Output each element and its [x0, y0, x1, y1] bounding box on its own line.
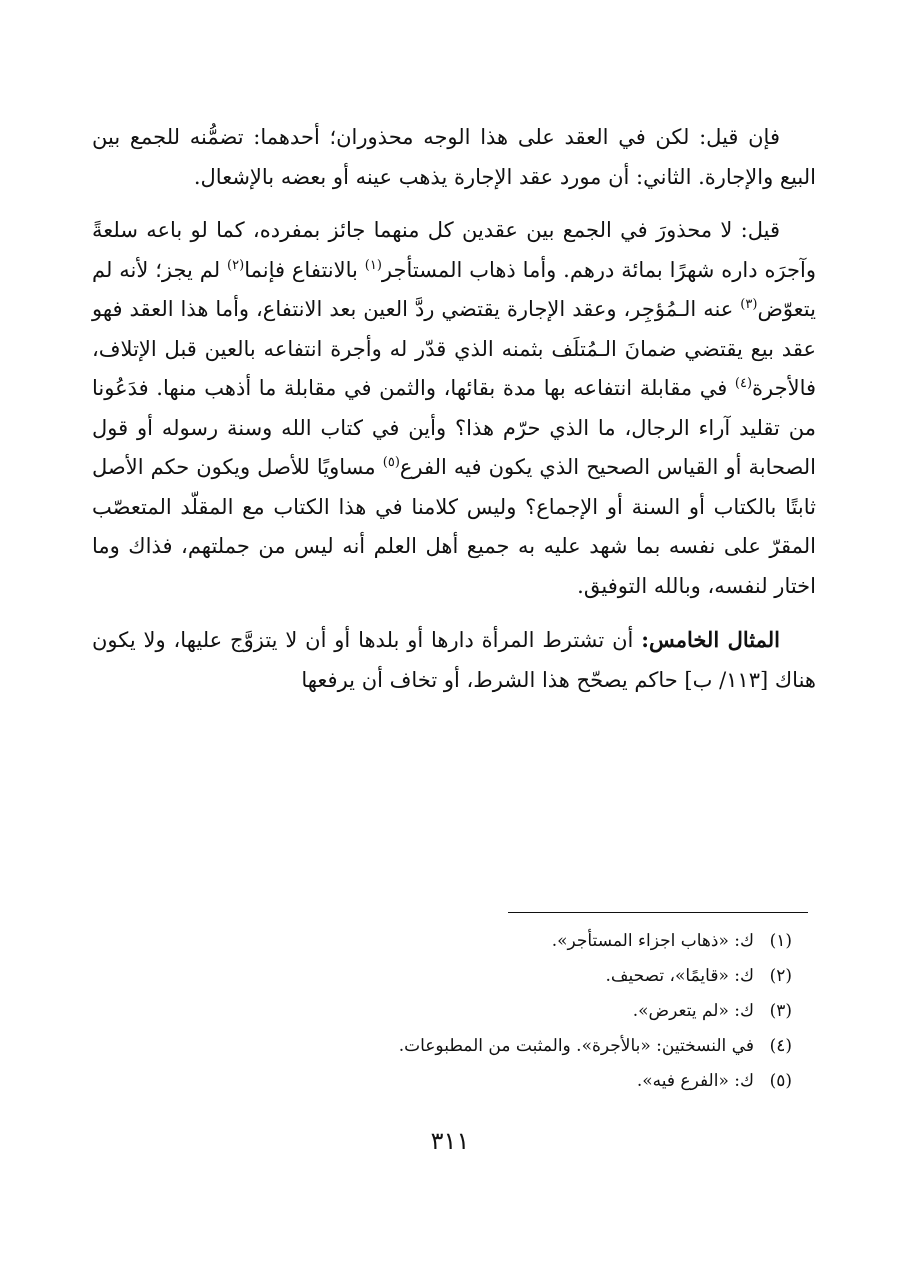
footnote-reference: (٣): [740, 297, 758, 312]
footnote-number: (٣): [769, 1001, 792, 1021]
footnote: [84, 994, 808, 1029]
paragraph: [92, 620, 816, 700]
footnote: [84, 1029, 808, 1064]
text-run: فإن قيل: لكن في العقد على هذا الوجه محذوران؛ أحدهما: تضمُّنه للجمع بين البيع والإجارة. الثاني: أن مورد عقد الإجارة يذهب عينه أو بعضه بالإشعال.: [92, 125, 816, 189]
paragraph: [92, 211, 816, 606]
footnote-number: (٢): [769, 966, 792, 986]
text-run: مساويًا للأصل ويكون حكم الأصل ثابتًا بالكتاب أو السنة أو الإجماع؟ وليس كلامنا في هذا الكتاب مع المقلّد المتعصّب المقرّ على نفسه بما شهد عليه به جميع أهل العلم أنه ليس من جملتهم، فذاك وما اختار لنفسه، وبالله التوفيق.: [92, 455, 816, 598]
text-run: عنه الـمُؤجِر، وعقد الإجارة يقتضي ردَّ العين بعد الانتفاع، وأما هذا العقد فهو عقد بيع يقتضي ضمانَ الـمُتلَف بثمنه الذي قدّر له وأجرة انتفاعه بالعين قبل الإتلاف، فالأجرة: [92, 297, 816, 400]
text-run: قيل: لا محذورَ في الجمع بين عقدين كل منهما جائز بمفرده، كما لو باعه سلعةً وآجرَه داره شهرًا بمائة درهم. وأما ذهاب المستأجر: [92, 218, 817, 282]
footnote-separator: [508, 912, 808, 913]
main-text: [92, 118, 816, 714]
footnote-reference: (٥): [382, 455, 400, 470]
text-run: بالانتفاع فإنما: [244, 257, 365, 282]
footnote-text: ك: «قايمًا»، تصحيف.: [605, 966, 754, 986]
footnote-reference: (٢): [227, 257, 245, 273]
footnotes: [84, 924, 808, 1099]
footnote: [84, 1064, 808, 1099]
footnote-text: ك: «ذهاب اجزاء المستأجر».: [551, 931, 754, 951]
footnote-number: (٥): [769, 1071, 792, 1091]
paragraph: [92, 118, 816, 197]
footnote-reference: (٤): [734, 376, 753, 391]
footnote-number: (١): [769, 931, 792, 951]
footnote: [84, 924, 808, 959]
footnote-reference: (١): [364, 257, 382, 273]
footnote-text: ك: «الفرع فيه».: [636, 1071, 754, 1091]
page-number: ٣١١: [430, 1127, 470, 1155]
text-run: لم يجز؛ لأنه لم يتعوّض: [92, 257, 816, 321]
text-run: في مقابلة انتفاعه بها مدة بقائها، والثمن في مقابلة ما أذهب منها. فدَعُونا من تقليد آراء الرجال، ما الذي حرّم هذا؟ وأين في كتاب الله وسنة رسوله أو قول الصحابة أو القياس الصحيح الذي يكون فيه الفرع: [92, 376, 816, 479]
footnote-text: ك: «لم يتعرض».: [632, 1001, 754, 1021]
footnote: [84, 959, 808, 994]
footnote-number: (٤): [769, 1036, 792, 1056]
footnote-text: في النسختين: «بالأجرة». والمثبت من المطبوعات.: [398, 1036, 754, 1056]
section-heading: المثال الخامس:: [641, 627, 780, 652]
text-run: أن تشترط المرأة دارها أو بلدها أو أن لا يتزوَّج عليها، ولا يكون هناك [١١٣/ ب] حاكم يصحّح هذا الشرط، أو تخاف أن يرفعها: [92, 628, 816, 692]
